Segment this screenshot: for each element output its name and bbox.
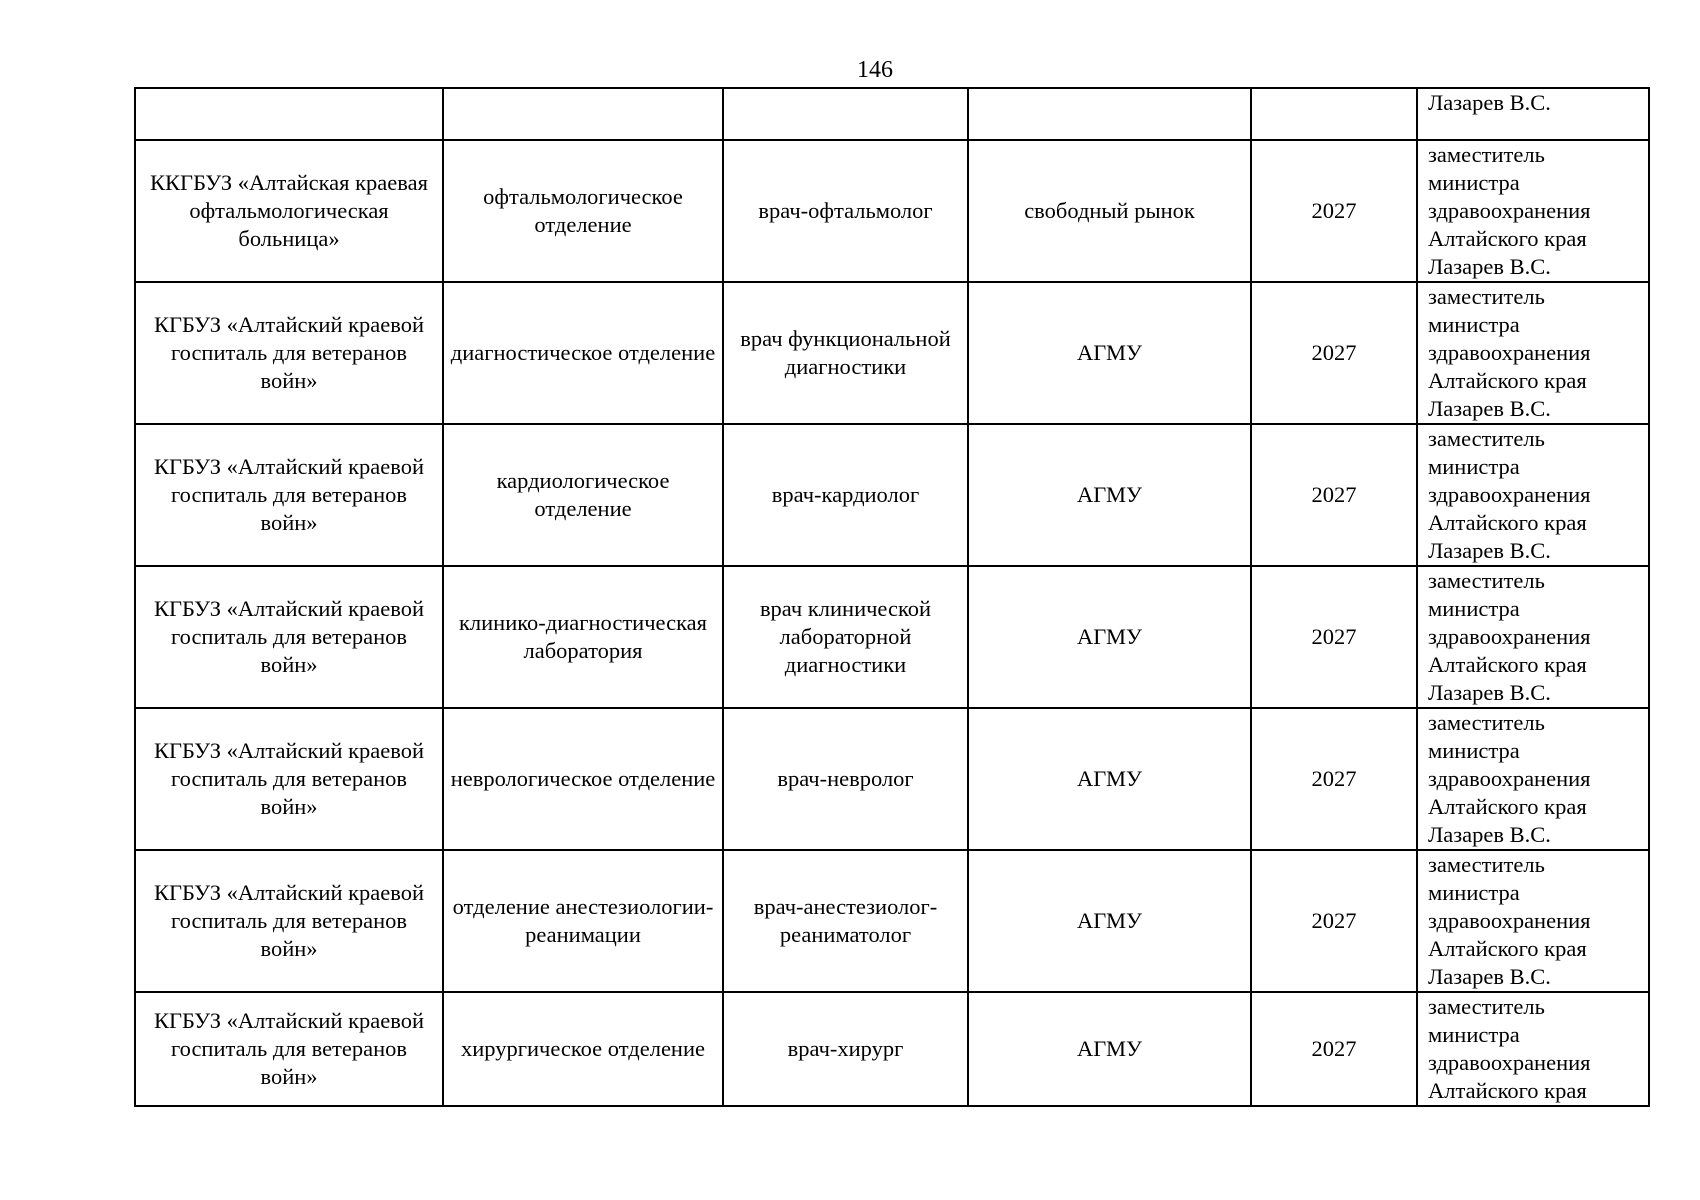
signer-line: министра	[1428, 596, 1520, 621]
signer-cell	[1417, 992, 1649, 1106]
source-cell	[968, 88, 1251, 140]
signer-cell	[1417, 424, 1649, 566]
signer-line: заместитель	[1428, 284, 1545, 309]
department-cell: офтальмологическое отделение	[443, 140, 723, 282]
specialty-cell: врач-анестезиолог-реаниматолог	[723, 850, 968, 992]
source-cell: АГМУ	[968, 282, 1251, 424]
signer-line: министра	[1428, 312, 1520, 337]
signer-cell	[1417, 88, 1649, 140]
table-row	[135, 424, 1649, 566]
year-cell: 2027	[1251, 992, 1417, 1106]
source-cell: свободный рынок	[968, 140, 1251, 282]
signer-line: Алтайского края	[1428, 936, 1587, 961]
year-cell	[1251, 88, 1417, 140]
table-row	[135, 566, 1649, 708]
specialty-cell	[723, 88, 968, 140]
table-row	[135, 992, 1649, 1106]
department-cell: диагностическое отделение	[443, 282, 723, 424]
source-cell: АГМУ	[968, 424, 1251, 566]
continuation-row	[135, 88, 1649, 140]
source-cell: АГМУ	[968, 992, 1251, 1106]
year-cell: 2027	[1251, 850, 1417, 992]
organization-cell	[135, 88, 443, 140]
signer-line: заместитель	[1428, 852, 1545, 877]
year-cell: 2027	[1251, 424, 1417, 566]
signer-line: министра	[1428, 738, 1520, 763]
table-row	[135, 850, 1649, 992]
year-cell: 2027	[1251, 282, 1417, 424]
organization-cell: ККГБУЗ «Алтайская краевая офтальмологическая больница»	[135, 140, 443, 282]
signer-line: Лазарев В.С.	[1428, 90, 1551, 115]
specialty-cell: врач-невролог	[723, 708, 968, 850]
organization-cell: КГБУЗ «Алтайский краевой госпиталь для ветеранов войн»	[135, 566, 443, 708]
department-cell: отделение анестезиологии-реанимации	[443, 850, 723, 992]
signer-line: Алтайского края	[1428, 510, 1587, 535]
specialty-cell: врач клинической лабораторной диагностики	[723, 566, 968, 708]
organization-cell: КГБУЗ «Алтайский краевой госпиталь для ветеранов войн»	[135, 282, 443, 424]
signer-line: здравоохранения	[1428, 482, 1591, 507]
signer-line: Алтайского края	[1428, 226, 1587, 251]
signer-line: заместитель	[1428, 994, 1545, 1019]
department-cell: хирургическое отделение	[443, 992, 723, 1106]
organization-cell: КГБУЗ «Алтайский краевой госпиталь для ветеранов войн»	[135, 992, 443, 1106]
signer-line: Лазарев В.С.	[1428, 254, 1551, 279]
signer-line: Алтайского края	[1428, 1078, 1587, 1103]
signer-line: заместитель	[1428, 142, 1545, 167]
signer-cell	[1417, 140, 1649, 282]
signer-line: здравоохранения	[1428, 766, 1591, 791]
department-cell: клинико-диагностическая лаборатория	[443, 566, 723, 708]
signer-cell	[1417, 566, 1649, 708]
signer-line: министра	[1428, 170, 1520, 195]
signer-line: Лазарев В.С.	[1428, 822, 1551, 847]
signer-line: министра	[1428, 454, 1520, 479]
signer-line: Алтайского края	[1428, 368, 1587, 393]
signer-line: Лазарев В.С.	[1428, 680, 1551, 705]
specialty-cell: врач-хирург	[723, 992, 968, 1106]
signer-line: Лазарев В.С.	[1428, 538, 1551, 563]
signer-line: Лазарев В.С.	[1428, 964, 1551, 989]
year-cell: 2027	[1251, 708, 1417, 850]
organization-cell: КГБУЗ «Алтайский краевой госпиталь для ветеранов войн»	[135, 708, 443, 850]
signer-cell	[1417, 850, 1649, 992]
specialty-cell: врач-кардиолог	[723, 424, 968, 566]
source-cell: АГМУ	[968, 708, 1251, 850]
signer-line: здравоохранения	[1428, 198, 1591, 223]
table-row	[135, 140, 1649, 282]
signer-line: Лазарев В.С.	[1428, 396, 1551, 421]
signer-line: министра	[1428, 1022, 1520, 1047]
signer-line: Алтайского края	[1428, 794, 1587, 819]
year-cell: 2027	[1251, 566, 1417, 708]
table-row	[135, 282, 1649, 424]
signer-line: здравоохранения	[1428, 340, 1591, 365]
signer-line: здравоохранения	[1428, 624, 1591, 649]
page-number: 146	[857, 57, 893, 83]
department-cell: кардиологическое отделение	[443, 424, 723, 566]
department-cell	[443, 88, 723, 140]
signer-cell	[1417, 708, 1649, 850]
source-cell: АГМУ	[968, 850, 1251, 992]
signer-line: заместитель	[1428, 710, 1545, 735]
signer-line: заместитель	[1428, 568, 1545, 593]
signer-cell	[1417, 282, 1649, 424]
organization-cell: КГБУЗ «Алтайский краевой госпиталь для ветеранов войн»	[135, 424, 443, 566]
signer-line: заместитель	[1428, 426, 1545, 451]
year-cell: 2027	[1251, 140, 1417, 282]
signer-line: здравоохранения	[1428, 908, 1591, 933]
signer-line: министра	[1428, 880, 1520, 905]
signer-line: Алтайского края	[1428, 652, 1587, 677]
signer-line: здравоохранения	[1428, 1050, 1591, 1075]
specialty-cell: врач-офтальмолог	[723, 140, 968, 282]
department-cell: неврологическое отделение	[443, 708, 723, 850]
organization-cell: КГБУЗ «Алтайский краевой госпиталь для ветеранов войн»	[135, 850, 443, 992]
source-cell: АГМУ	[968, 566, 1251, 708]
table-row	[135, 708, 1649, 850]
specialty-cell: врач функциональной диагностики	[723, 282, 968, 424]
staffing-table	[134, 87, 1650, 1107]
